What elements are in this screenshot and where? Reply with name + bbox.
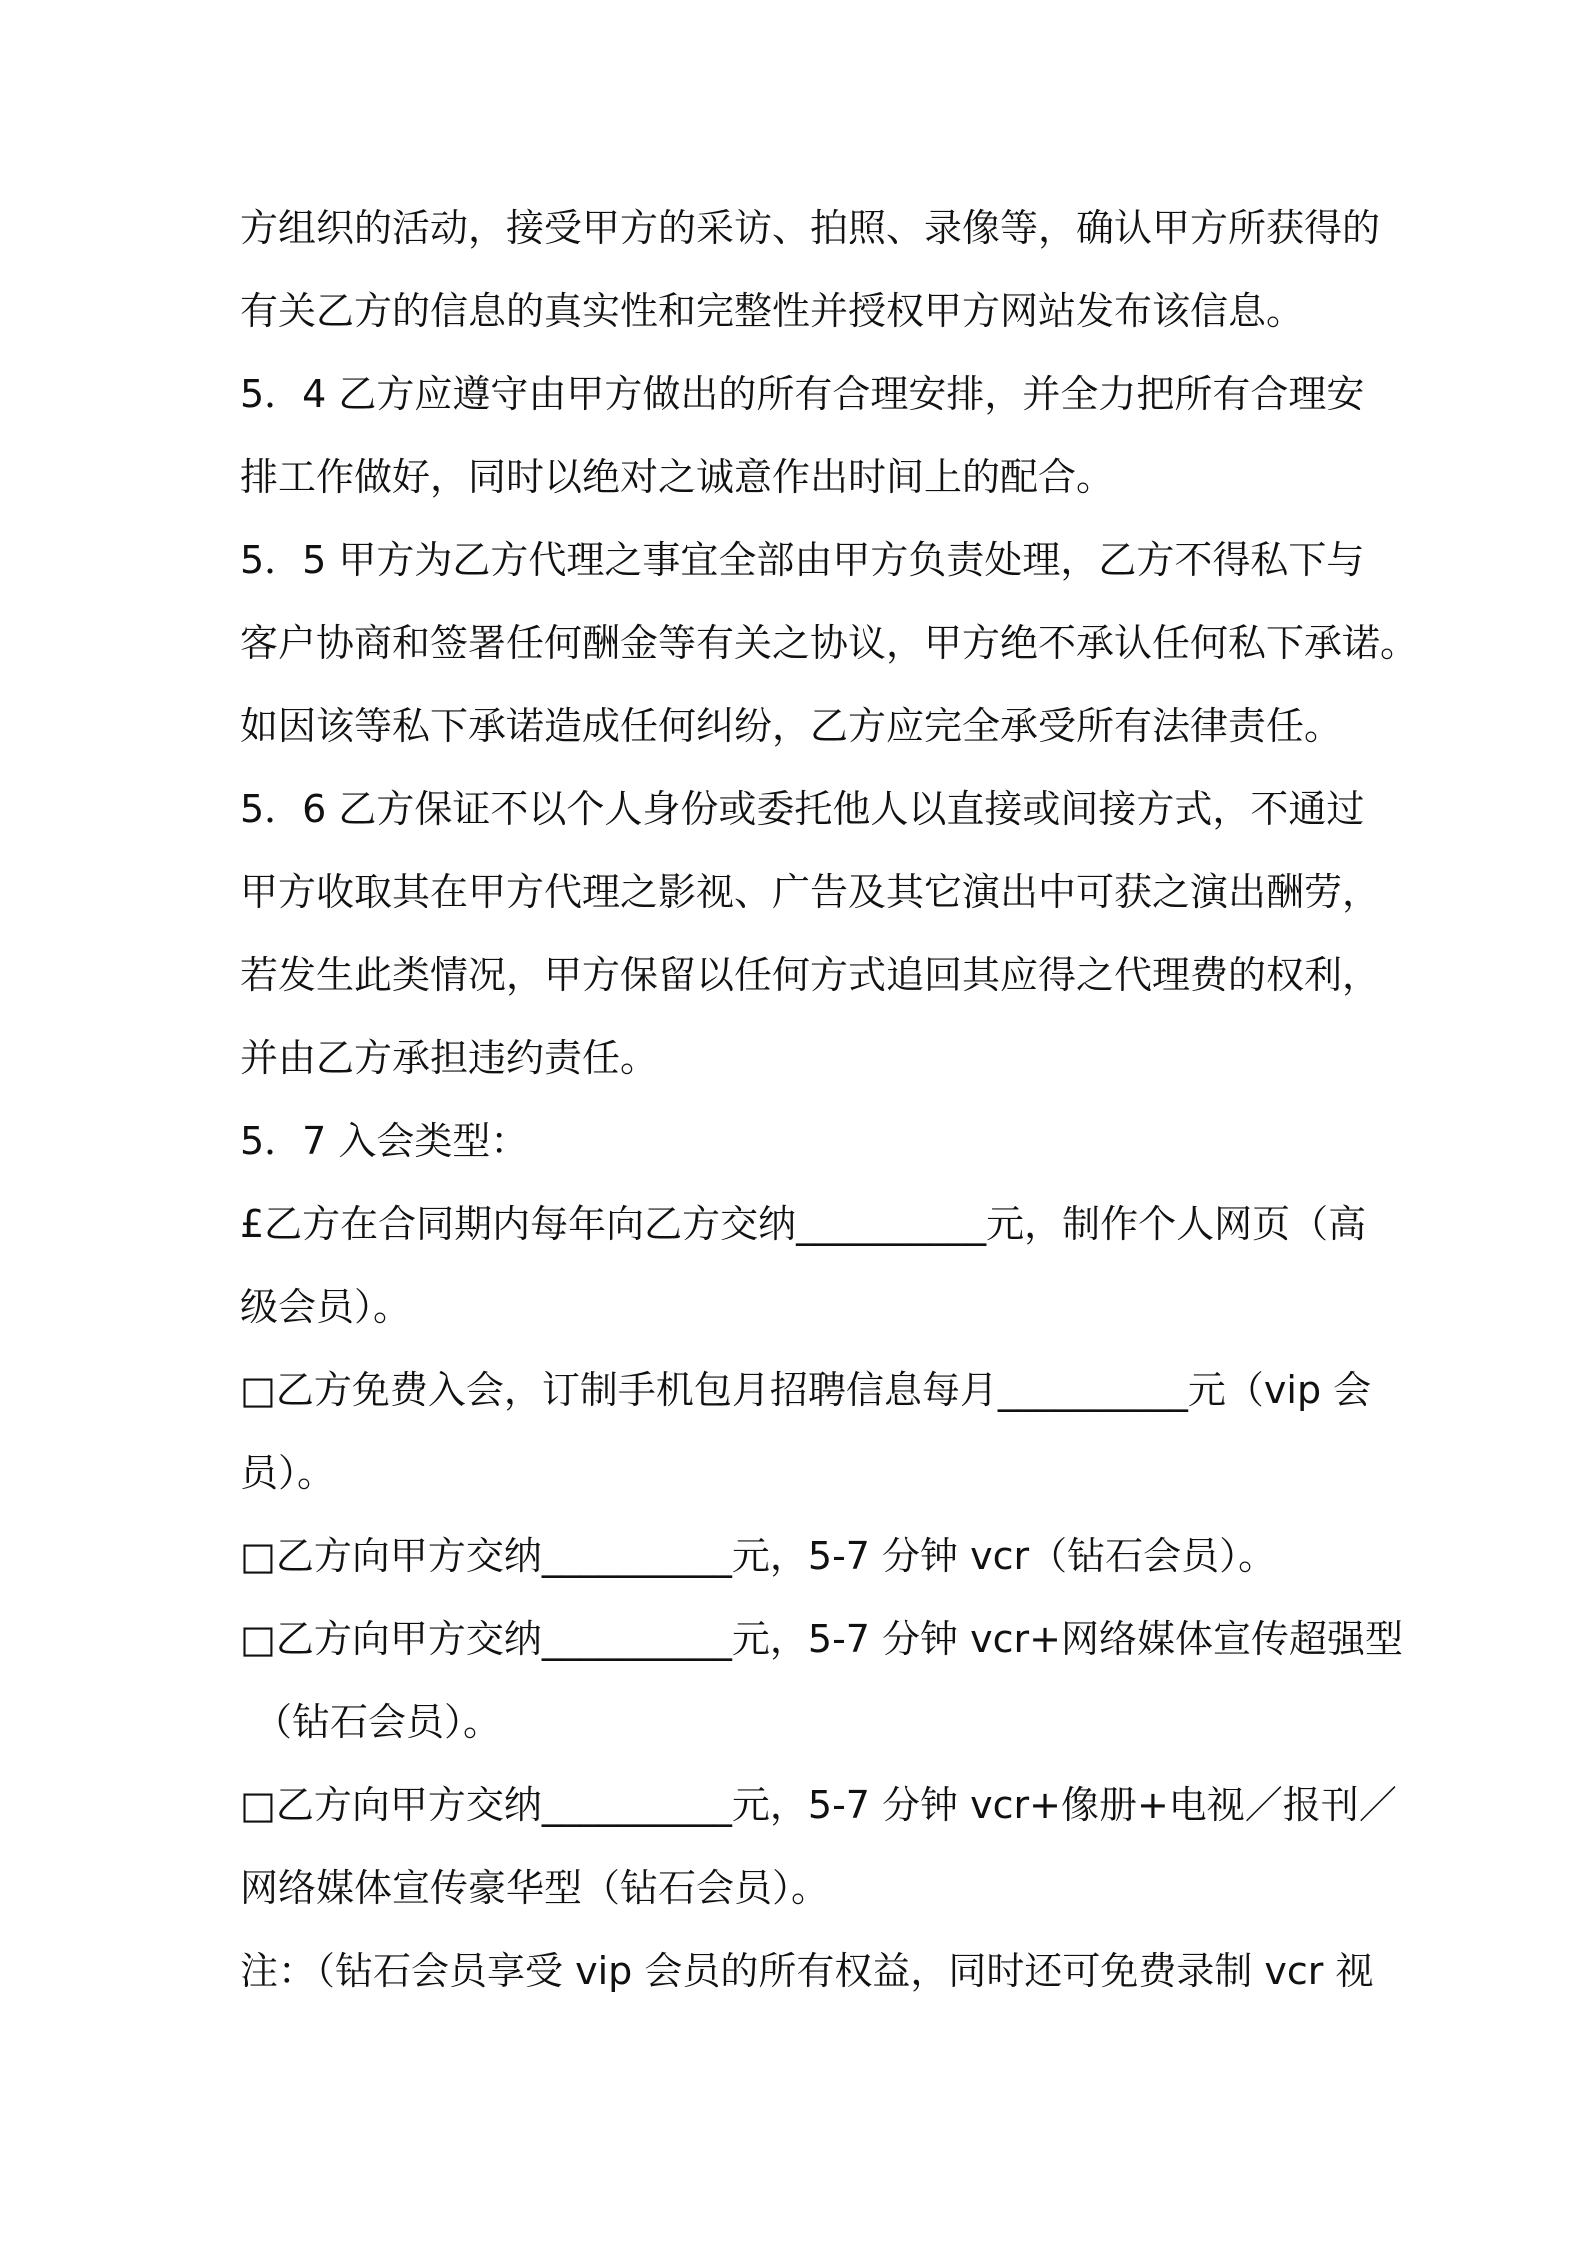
text-line: 如因该等私下承诺造成任何纠纷，乙方应完全承受所有法律责任。 — [240, 704, 1343, 748]
text-line: 有关乙方的信息的真实性和完整性并授权甲方网站发布该信息。 — [240, 289, 1305, 333]
text-line: 排工作做好，同时以绝对之诚意作出时间上的配合。 — [240, 455, 1115, 499]
membership-option-diamond-basic: □乙方向甲方交纳__________元，5-7 分钟 vcr（钻石会员）。 — [240, 1534, 1277, 1578]
clause-5-4-line: 5．4 乙方应遵守由甲方做出的所有合理安排，并全力把所有合理安 — [240, 372, 1365, 416]
text-line: 网络媒体宣传豪华型（钻石会员）。 — [240, 1866, 830, 1910]
membership-option-diamond-strong: □乙方向甲方交纳__________元，5-7 分钟 vcr+网络媒体宣传超强型 — [240, 1617, 1403, 1661]
text-line: （钻石会员）。 — [254, 1700, 502, 1744]
contract-body-text — [240, 200, 1419, 2026]
membership-option-vip: □乙方免费入会，订制手机包月招聘信息每月__________元（vip 会 — [240, 1368, 1372, 1412]
note-line: 注：（钻石会员享受 vip 会员的所有权益，同时还可免费录制 vcr 视 — [240, 1949, 1374, 1993]
text-line: 员）。 — [240, 1451, 336, 1495]
clause-5-6-line: 5．6 乙方保证不以个人身份或委托他人以直接或间接方式，不通过 — [240, 787, 1365, 831]
text-line: 级会员）。 — [240, 1285, 412, 1329]
clause-5-5-line: 5．5 甲方为乙方代理之事宜全部由甲方负责处理，乙方不得私下与 — [240, 538, 1365, 582]
text-line: 方组织的活动，接受甲方的采访、拍照、录像等，确认甲方所获得的 — [240, 206, 1381, 250]
text-line: 若发生此类情况，甲方保留以任何方式追回其应得之代理费的权利， — [240, 953, 1381, 997]
clause-5-7-heading: 5．7 入会类型： — [240, 1119, 529, 1163]
text-line: 客户协商和签署任何酬金等有关之协议，甲方绝不承认任何私下承诺。 — [240, 621, 1419, 665]
membership-option-diamond-luxury: □乙方向甲方交纳__________元，5-7 分钟 vcr+像册+电视／报刊／ — [240, 1783, 1397, 1827]
membership-option-senior: £乙方在合同期内每年向乙方交纳__________元，制作个人网页（高 — [240, 1202, 1367, 1246]
text-line: 并由乙方承担违约责任。 — [240, 1036, 659, 1080]
text-line: 甲方收取其在甲方代理之影视、广告及其它演出中可获之演出酬劳， — [240, 870, 1381, 914]
